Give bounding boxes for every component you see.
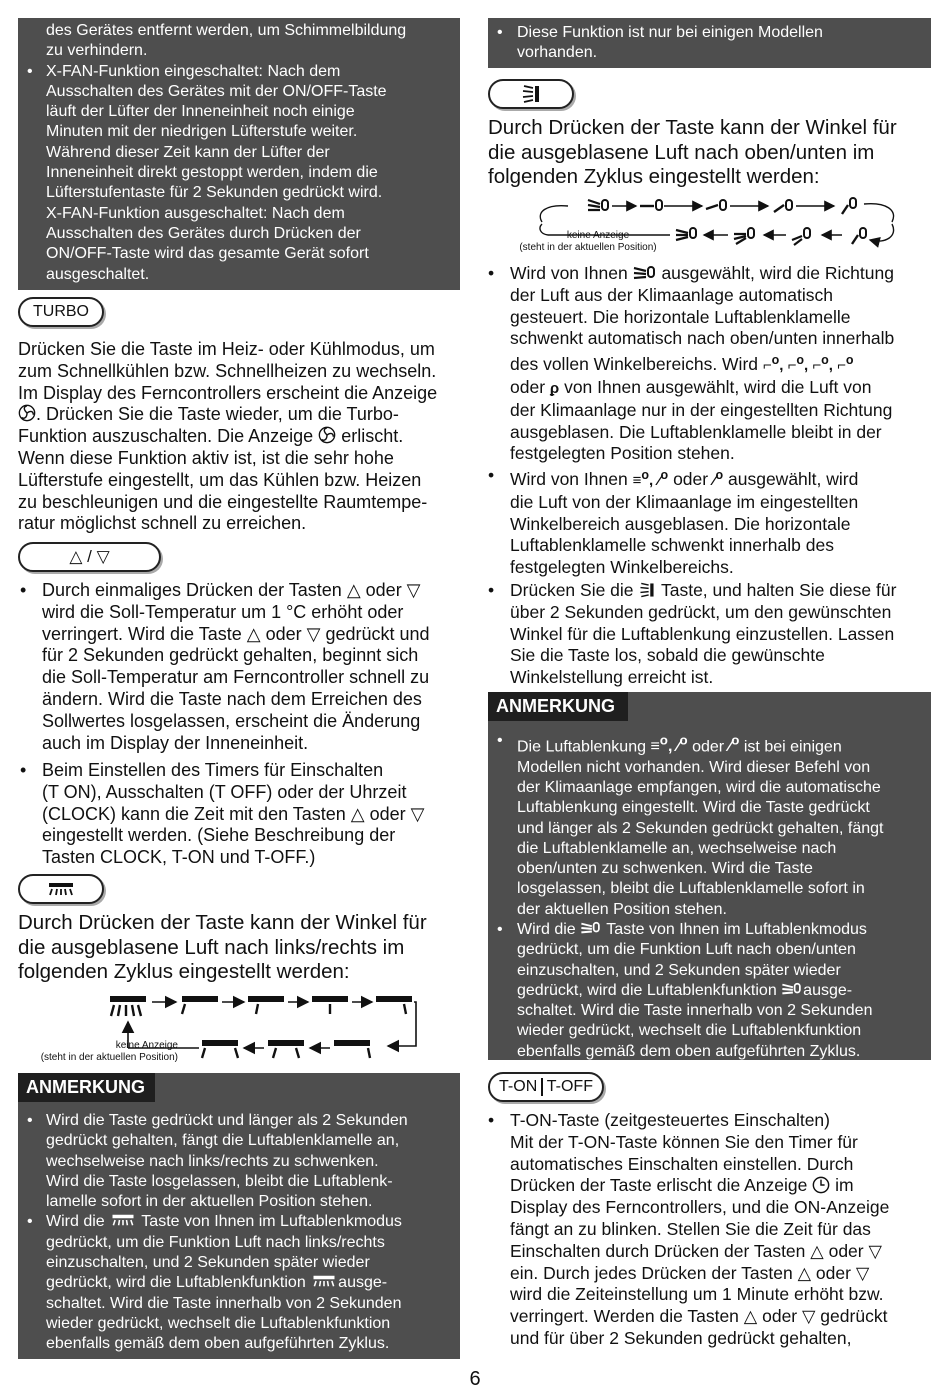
text-line: wird die Soll-Temperatur um 1 °C erhöht oder (42, 601, 404, 622)
text-line (18, 404, 460, 426)
text-line: folgenden Zyklus eingestellt werden: (488, 165, 820, 188)
temperature-up-down-button[interactable] (18, 542, 161, 572)
text-line: ebenfalls gemäß dem oben aufgeführten Zyklus. (46, 1335, 390, 1353)
text-line: festgelegten Position stehen. (510, 443, 735, 464)
text-line: verringert. Wird die Taste △ oder ▽ gedrückt und (42, 623, 430, 644)
text-line: oben/unten zu schwenken. Wird die Taste (517, 860, 813, 878)
text-span: ausgewählt, wird (728, 469, 859, 489)
louver-position-icon (706, 200, 726, 210)
text-line: wieder gedrückt, wechselt die Luftablenkfunktion (517, 1022, 862, 1040)
text-span: von Ihnen ausgewählt, wird die Luft von (564, 376, 872, 397)
swing-left-right-icon (109, 1213, 137, 1227)
text-span: gedrückt, wird die Luftablenkfunktion (46, 1274, 306, 1292)
louver-all-icon (110, 996, 146, 1016)
bullet-dot: • (27, 1112, 33, 1129)
text-line: Diese Funktion ist nur bei einigen Modellen (517, 24, 823, 41)
text-line: Wenn diese Funktion aktiv ist, ist die sehr hohe (18, 447, 394, 468)
xfan-line: läuft der Lüfter der Inneneinheit noch einige (46, 103, 355, 121)
text-line: (CLOCK) kann die Zeit mit den Tasten △ oder ▽ (42, 803, 425, 824)
louver-position-icon (774, 200, 792, 212)
text-line: losgelassen, bleibt die Luftablenklamelle sofort in (517, 880, 865, 898)
text-line: T-ON-Taste (zeitgesteuertes Einschalten) (510, 1110, 830, 1130)
text-line: automatisches Einschalten einstellen. Durch (510, 1153, 854, 1174)
list-item (488, 263, 931, 463)
text-span: ausge- (338, 1274, 388, 1292)
text-line: auch im Display der Inneneinheit. (42, 732, 309, 753)
text-line: Display des Ferncontrollers, und die ON-Anzeige (510, 1197, 890, 1218)
swing-left-right-icon (46, 881, 76, 897)
text-line: ein. Durch jedes Drücken der Tasten △ oder ▽ (510, 1262, 870, 1283)
text-span: ist bei einigen (743, 738, 842, 756)
text-span: des vollen Winkelbereichs. Wird (510, 354, 759, 375)
timer-on-label: T-ON (499, 1078, 538, 1095)
turbo-description (18, 339, 460, 535)
text-line: Wird die Taste losgelassen, bleibt die Luftablenk- (46, 1172, 393, 1190)
text-span: Taste von Ihnen im Luftablenkmodus (606, 921, 867, 938)
louver-position-icon (334, 1040, 370, 1058)
text-span: . Drücken Sie die Taste wieder, um die Turbo- (36, 404, 399, 425)
louver-positions-icon: ⌐$^o$, ⌐$^o$, ⌐$^o$, ⌐$^o$ (762, 353, 854, 375)
text-line (510, 263, 931, 285)
temperature-up-down-label: △ / ▽ (69, 547, 110, 566)
text-line: gesteuert. Die horizontale Luftablenklamelle (510, 306, 851, 327)
text-line (46, 1273, 460, 1293)
louver-position-icon (676, 228, 696, 240)
text-line: der Klimaanlage nur in der eingestellten Richtung (510, 399, 893, 420)
text-line: die ausgeblasene Luft nach oben/unten im (488, 140, 875, 164)
text-line (510, 350, 931, 377)
louver-range-icon: ≡$^o$, ⁄$^o$ (650, 733, 688, 756)
swing-up-down-auto-icon (580, 921, 602, 935)
note-heading-label: ANMERKUNG (26, 1077, 145, 1097)
cycle-note (18, 1040, 178, 1064)
bullet-dot: • (497, 24, 503, 41)
swing-up-down-auto-icon (781, 982, 803, 996)
turbo-fan-icon (318, 426, 336, 444)
text-line: die Luft von der Klimaanlage im eingestellten (510, 491, 859, 512)
louver-position-icon (182, 996, 218, 1014)
text-span: Taste von Ihnen im Luftablenkmodus (141, 1213, 402, 1231)
swing-up-down-button[interactable] (488, 79, 574, 109)
text-line: festgelegten Winkelbereichs. (510, 557, 734, 578)
text-line (510, 580, 931, 602)
text-line: ändern. Wird die Taste nach dem Erreichen des (42, 688, 422, 709)
separator (541, 1078, 543, 1096)
louver-position-icon (376, 996, 412, 1014)
text-line: Luftablenklamelle schwenkt innerhalb des (510, 535, 834, 556)
text-line: und länger als 2 Sekunden gedrückt gehalten, fängt (517, 819, 884, 837)
text-line: Einschalten durch Drücken der Tasten △ oder ▽ (510, 1240, 882, 1261)
bullet-dot: • (20, 760, 27, 780)
text-span: Drücken Sie die (510, 580, 634, 600)
text-line: Sollwertes losgelassen, erscheint die Änderung (42, 710, 421, 731)
page-number: 6 (469, 1368, 481, 1390)
text-line: wechselweise nach links/rechts zu schwenken. (46, 1152, 379, 1170)
louver-down-icon: ϼ (549, 379, 560, 397)
cycle-note (519, 230, 668, 254)
list-item (20, 760, 460, 870)
text-line: die Soll-Temperatur am Ferncontroller schnell zu (42, 667, 430, 688)
text-span: oder (692, 738, 725, 756)
text-line: Durch einmaliges Drücken der Tasten △ oder ▽ (42, 580, 421, 600)
text-line: eingestellt werden. (Siehe Beschreibung der (42, 825, 396, 846)
text-span: oder (510, 376, 546, 397)
text-line: Durch Drücken der Taste kann der Winkel für (488, 116, 897, 139)
text-line: einzuschalten, und 2 Sekunden später wieder (46, 1254, 370, 1272)
text-line (510, 1175, 931, 1197)
text-line: gedrückt gehalten, fängt die Luftablenklamelle an, (46, 1132, 400, 1150)
clock-icon (812, 1176, 830, 1194)
text-line: die Luftablenklamelle an, wechselweise nach (517, 839, 837, 857)
text-line: vorhanden. (517, 44, 598, 62)
text-line: Winkelstellung erreicht ist. (510, 667, 714, 688)
text-line: Drücken Sie die Taste im Heiz- oder Kühlmodus, um (18, 339, 435, 359)
text-line: Luftablenkung eingestellt. Wird die Taste gedrückt (517, 799, 870, 817)
text-line: Sie die Taste los, sobald die gewünschte (510, 645, 825, 666)
bullet-dot: • (497, 732, 503, 749)
xfan-line: X-FAN-Funktion ausgeschaltet: Nach dem (46, 204, 345, 222)
text-line: zu beschleunigen und die eingestellte Raumtempe- (18, 491, 428, 512)
text-span: Drücken der Taste erlischt die Anzeige (510, 1175, 808, 1196)
text-line: über 2 Sekunden gedrückt, um den gewünschten (510, 601, 892, 622)
louver-position-icon (852, 228, 866, 244)
text-line (510, 377, 931, 400)
louver-position-icon (268, 1040, 304, 1058)
text-line: Winkelbereich ausgeblasen. Die horizontale (510, 513, 851, 534)
list-item (488, 580, 931, 690)
text-line: gedrückt, um die Funktion Luft nach links/rechts (46, 1233, 385, 1251)
swing-ud-heading (488, 116, 931, 190)
text-line: und für über 2 Sekunden gedrückt gehalten, (510, 1327, 852, 1348)
text-line (18, 426, 460, 448)
louver-range-icon: ≡$^o$, (632, 468, 654, 489)
xfan-line: des Gerätes entfernt werden, um Schimmelbildung (46, 22, 407, 39)
text-line: einzuschalten, und 2 Sekunden später wieder (517, 961, 841, 979)
text-line: ausgeblasen. Die Luftablenklamelle bleibt in der (510, 421, 882, 442)
swing-lr-heading (18, 911, 460, 985)
text-line: schaltet. Wird die Taste innerhalb von 2 Sekunden (46, 1294, 402, 1312)
text-line: die ausgeblasene Luft nach links/rechts im (18, 935, 405, 959)
text-span: im (835, 1175, 854, 1196)
text-line (510, 465, 931, 492)
text-line: für 2 Sekunden gedrückt gehalten, beginnt sich (42, 645, 419, 666)
text-span: gedrückt, wird die Luftablenkfunktion (517, 981, 777, 999)
swing-left-right-button[interactable] (18, 874, 104, 904)
text-line: (T ON), Ausschalten (T OFF) oder der Uhrzeit (42, 781, 407, 802)
text-span: oder (673, 469, 709, 489)
text-line: folgenden Zyklus eingestellt werden: (18, 960, 350, 983)
text-span: Wird von Ihnen (510, 469, 628, 489)
text-span: Wird die (46, 1213, 105, 1231)
louver-all-up-down-icon (588, 200, 608, 210)
bullet-dot: • (488, 580, 495, 600)
louver-position-icon (792, 228, 810, 245)
text-line: keine Anzeige (115, 1040, 178, 1051)
swing-up-down-auto-icon (633, 265, 657, 281)
bullet-dot: • (27, 62, 33, 80)
timer-off-label: T-OFF (546, 1078, 593, 1095)
text-line: fängt an zu blinken. Stellen Sie die Zeit für das (510, 1218, 871, 1239)
text-line: zum Schnellkühlen bzw. Schnellheizen zu wechseln. (18, 360, 437, 381)
swing-up-down-icon (520, 85, 542, 103)
text-span: Die Luftablenkung (517, 738, 646, 756)
list-item (20, 580, 460, 756)
text-line: der Klimaanlage empfangen, wird die automatische (517, 778, 881, 796)
text-span: Funktion auszuschalten. Die Anzeige (18, 426, 314, 447)
text-line: Lüfterstufe eingestellt, um das Kühlen bzw. Heizen (18, 469, 422, 490)
text-span: erlischt. (341, 426, 404, 447)
text-line: Durch Drücken der Taste kann der Winkel für (18, 911, 427, 934)
text-line (517, 920, 931, 940)
text-line: Modellen nicht vorhanden. Wird dieser Befehl von (517, 758, 871, 776)
text-line: ebenfalls gemäß dem oben aufgeführten Zyklus. (517, 1042, 861, 1060)
bullet-dot: • (488, 465, 495, 485)
turbo-button-label: TURBO (33, 303, 89, 320)
note-content (18, 1111, 460, 1355)
bullet-dot: • (20, 580, 27, 600)
text-line: ratur möglichst schnell zu erreichen. (18, 513, 307, 534)
text-line: Winkel für die Luftablenkung einzustellen. Lassen (510, 623, 895, 644)
list-item (488, 465, 931, 578)
louver-range-icon: ⁄$^o$ (712, 468, 724, 489)
text-line (517, 731, 931, 758)
text-line: wieder gedrückt, wechselt die Luftablenkfunktion (46, 1314, 391, 1332)
text-line (46, 1212, 460, 1232)
text-span: Taste, und halten Sie diese für (660, 580, 897, 600)
list-item (488, 1110, 931, 1360)
text-line: schaltet. Wird die Taste innerhalb von 2 Sekunden (517, 1002, 873, 1020)
text-span: ausge- (803, 981, 853, 999)
text-line: wird die Zeiteinstellung um 1 Minute erhöht bzw. (510, 1284, 884, 1305)
bullet-dot: • (488, 263, 495, 283)
text-line (517, 981, 931, 1001)
note-heading-label: ANMERKUNG (496, 696, 615, 716)
bullet-dot: • (488, 1110, 495, 1130)
louver-position-icon (202, 1040, 238, 1058)
note-content (488, 731, 931, 1062)
models-note-box (488, 18, 931, 68)
louver-position-icon (734, 228, 754, 244)
text-line: keine Anzeige (566, 230, 630, 241)
louver-range-icon: ⁄$^o$ (658, 468, 669, 489)
text-line: gedrückt, um die Funktion Luft nach oben/unten (517, 941, 856, 959)
louver-position-icon (842, 198, 856, 214)
bullet-dot: • (27, 1213, 33, 1231)
louver-position-icon (312, 996, 348, 1014)
timer-on-off-button[interactable] (488, 1072, 604, 1102)
text-line: lamelle sofort in der aktuellen Position stehen. (46, 1193, 373, 1211)
text-line: der aktuellen Position stehen. (517, 900, 727, 918)
text-line: Mit der T-ON-Taste können Sie den Timer für (510, 1131, 858, 1152)
text-line: Tasten CLOCK, T-ON und T-OFF.) (42, 847, 316, 868)
text-line: Beim Einstellen des Timers für Einschalten (42, 760, 384, 780)
text-span: ausgewählt, wird die Richtung (661, 263, 894, 283)
note-heading (18, 1073, 155, 1102)
text-line: (steht in der aktuellen Position) (519, 242, 657, 253)
xfan-line: Ausschalten des Gerätes mit der ON/OFF-Taste (46, 82, 387, 100)
xfan-line: Während dieser Zeit kann der Lüfter der (46, 143, 330, 161)
text-span: Wird von Ihnen (510, 263, 628, 283)
xfan-line: Inneneinheit direkt gestoppt werden, indem die (46, 164, 378, 182)
text-line: Im Display des Ferncontrollers erscheint die Anzeige (18, 382, 438, 403)
louver-position-icon (640, 200, 662, 210)
xfan-line: Ausschalten des Gerätes durch Drücken der (46, 224, 361, 242)
xfan-note-box (18, 18, 460, 290)
swing-up-down-icon (638, 582, 656, 598)
bullet-dot: • (497, 921, 503, 938)
louver-range-icon: ⁄$^o$ (728, 733, 740, 756)
xfan-line: Lüfterstufentaste für 2 Sekunden gedrückt wird. (46, 184, 383, 202)
xfan-line: ON/OFF-Taste wird das gesamte Gerät sofort (46, 245, 369, 263)
note-heading (488, 692, 628, 721)
xfan-line: zu verhindern. (46, 42, 148, 60)
xfan-line: Minuten mit der niedrigen Lüfterstufe weiter. (46, 123, 358, 141)
text-line: schwenkt automatisch nach oben/unten innerhalb (510, 328, 895, 349)
text-line: Wird die Taste gedrückt und länger als 2 Sekunden (46, 1112, 408, 1129)
turbo-fan-icon (18, 404, 36, 422)
text-span: Wird die (517, 921, 576, 938)
text-line: verringert. Werden die Tasten △ oder ▽ gedrückt (510, 1306, 888, 1327)
text-line: (steht in der aktuellen Position) (40, 1052, 178, 1063)
louver-position-icon (248, 996, 284, 1014)
text-line: der Luft aus der Klimaanlage automatisch (510, 284, 833, 305)
turbo-button[interactable] (18, 297, 104, 327)
xfan-line: ausgeschaltet. (46, 265, 150, 283)
xfan-line: X-FAN-Funktion eingeschaltet: Nach dem (46, 62, 341, 80)
swing-left-right-icon (310, 1274, 338, 1288)
